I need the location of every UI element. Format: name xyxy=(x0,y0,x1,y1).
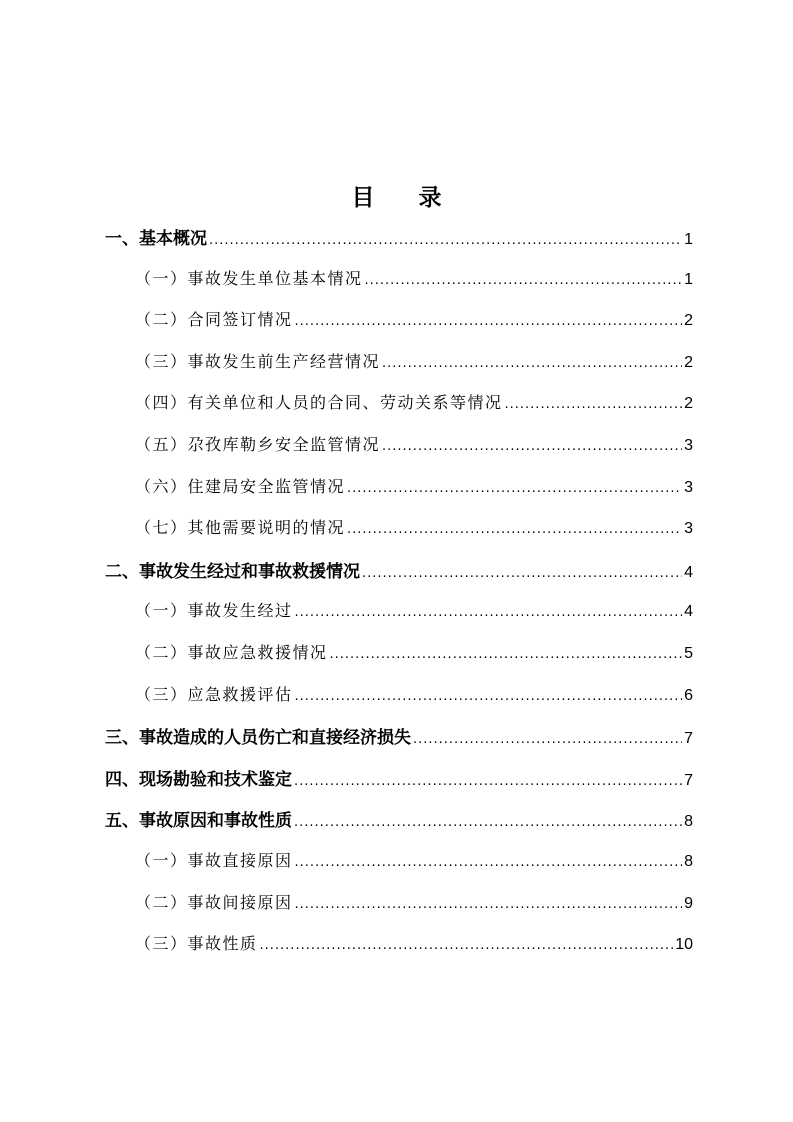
page-title: 目 录 xyxy=(351,184,460,211)
toc-entry-text: （二）合同签订情况 xyxy=(135,310,293,330)
toc-entry-2-2[interactable] xyxy=(105,640,693,682)
toc-page-number: 3 xyxy=(684,520,693,538)
toc-entry-1-6[interactable] xyxy=(105,474,693,516)
toc-leader-dots xyxy=(209,233,682,248)
toc-entry-text: 二、事故发生经过和事故救援情况 xyxy=(105,561,360,582)
table-of-contents xyxy=(105,224,693,973)
toc-entry-text: （五）尕孜库勒乡安全监管情况 xyxy=(135,434,381,454)
toc-entry-text: 四、现场勘验和技术鉴定 xyxy=(105,769,292,790)
toc-page-number: 10 xyxy=(675,936,693,954)
toc-page-number: 1 xyxy=(684,270,693,288)
toc-page-number: 6 xyxy=(684,686,693,704)
toc-leader-dots xyxy=(295,897,683,912)
toc-leader-dots xyxy=(347,522,682,537)
toc-leader-dots xyxy=(294,815,682,830)
toc-entry-1-7[interactable] xyxy=(105,515,693,557)
toc-page-number: 9 xyxy=(684,894,693,912)
toc-leader-dots xyxy=(294,774,682,789)
toc-leader-dots xyxy=(505,397,683,412)
toc-page-number: 5 xyxy=(684,644,693,662)
toc-entry-2-3[interactable] xyxy=(105,682,693,724)
toc-entry-text: （一）事故直接原因 xyxy=(135,850,293,870)
toc-entry-1-2[interactable] xyxy=(105,307,693,349)
toc-entry-text: （七）其他需要说明的情况 xyxy=(135,518,346,538)
toc-leader-dots xyxy=(295,314,683,329)
toc-page-number: 3 xyxy=(684,478,693,496)
toc-entry-2-1[interactable] xyxy=(105,598,693,640)
toc-page-number: 2 xyxy=(684,353,693,371)
toc-entry-text: （二）事故间接原因 xyxy=(135,892,293,912)
toc-page-number: 2 xyxy=(684,395,693,413)
toc-page-number: 4 xyxy=(684,563,693,581)
toc-entry-text: （一）事故发生经过 xyxy=(135,601,293,621)
toc-entry-text: （二）事故应急救援情况 xyxy=(135,642,328,662)
toc-entry-text: （四）有关单位和人员的合同、劳动关系等情况 xyxy=(135,393,503,413)
toc-page-number: 7 xyxy=(684,771,693,789)
toc-entry-4[interactable] xyxy=(105,765,693,807)
toc-leader-dots xyxy=(330,647,683,662)
toc-leader-dots xyxy=(362,566,682,581)
toc-page-number: 3 xyxy=(684,436,693,454)
toc-entry-text: （三）事故发生前生产经营情况 xyxy=(135,351,381,371)
toc-leader-dots xyxy=(295,855,683,870)
toc-entry-text: 三、事故造成的人员伤亡和直接经济损失 xyxy=(105,728,411,749)
toc-page-number: 1 xyxy=(684,231,693,248)
toc-leader-dots xyxy=(295,605,683,620)
toc-entry-text: 五、事故原因和事故性质 xyxy=(105,811,292,832)
toc-entry-5-3[interactable] xyxy=(105,931,693,973)
toc-entry-text: （三）应急救援评估 xyxy=(135,684,293,704)
toc-leader-dots xyxy=(295,689,683,704)
toc-entry-text: （六）住建局安全监管情况 xyxy=(135,476,346,496)
toc-entry-1[interactable] xyxy=(105,224,693,266)
toc-leader-dots xyxy=(347,481,682,496)
toc-entry-text: 一、基本概况 xyxy=(105,229,207,249)
toc-page-number: 8 xyxy=(684,813,693,831)
toc-leader-dots xyxy=(413,732,682,747)
toc-entry-5-2[interactable] xyxy=(105,890,693,932)
toc-entry-1-5[interactable] xyxy=(105,432,693,474)
toc-entry-2[interactable] xyxy=(105,557,693,599)
toc-leader-dots xyxy=(260,938,674,953)
toc-page-number: 7 xyxy=(684,730,693,748)
toc-entry-5-1[interactable] xyxy=(105,848,693,890)
toc-entry-text: （一）事故发生单位基本情况 xyxy=(135,268,363,288)
toc-entry-1-1[interactable] xyxy=(105,266,693,308)
toc-entry-text: （三）事故性质 xyxy=(135,934,258,954)
toc-page-number: 4 xyxy=(684,603,693,621)
toc-leader-dots xyxy=(365,273,683,288)
toc-page-number: 2 xyxy=(684,312,693,330)
toc-entry-1-4[interactable] xyxy=(105,390,693,432)
toc-page-number: 8 xyxy=(684,852,693,870)
toc-leader-dots xyxy=(382,439,682,454)
toc-leader-dots xyxy=(382,356,682,371)
toc-entry-1-3[interactable] xyxy=(105,349,693,391)
toc-entry-5[interactable] xyxy=(105,806,693,848)
toc-entry-3[interactable] xyxy=(105,723,693,765)
